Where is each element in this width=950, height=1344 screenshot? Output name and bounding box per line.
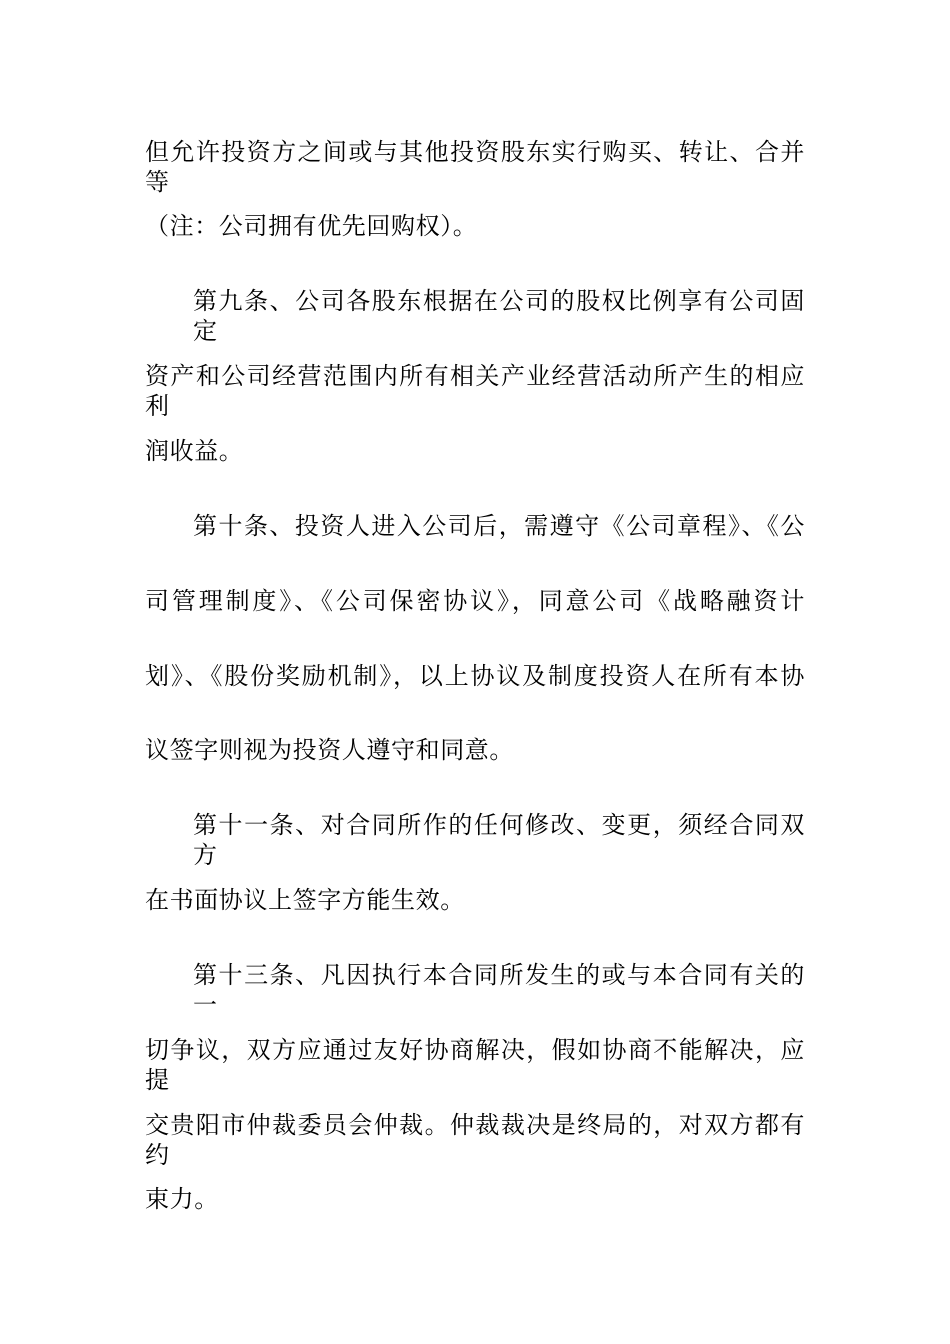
text-line: 第十条、投资人进入公司后，需遵守《公司章程》、《公: [193, 512, 805, 540]
text-line: 第九条、公司各股东根据在公司的股权比例享有公司固定: [193, 287, 805, 345]
text-line: 切争议，双方应通过友好协商解决，假如协商不能解决，应提: [145, 1036, 805, 1094]
text-line: 划》、《股份奖励机制》，以上协议及制度投资人在所有本协: [145, 662, 805, 690]
text-line: 润收益。: [145, 437, 244, 465]
text-line: 司管理制度》、《公司保密协议》，同意公司《战略融资计: [145, 587, 805, 615]
text-line: 第十三条、凡因执行本合同所发生的或与本合同有关的一: [193, 961, 805, 1019]
text-line: 交贵阳市仲裁委员会仲裁。仲裁裁决是终局的，对双方都有约: [145, 1111, 805, 1169]
text-line: （注：公司拥有优先回购权）。: [145, 212, 478, 240]
text-line: 但允许投资方之间或与其他投资股东实行购买、转让、合并等: [145, 138, 805, 196]
text-line: 束力。: [145, 1185, 219, 1213]
text-line: 第十一条、对合同所作的任何修改、变更，须经合同双方: [193, 811, 805, 869]
text-line: 议签字则视为投资人遵守和同意。: [145, 736, 514, 764]
text-line: 资产和公司经营范围内所有相关产业经营活动所产生的相应利: [145, 362, 805, 420]
text-line: 在书面协议上签字方能生效。: [145, 886, 465, 914]
